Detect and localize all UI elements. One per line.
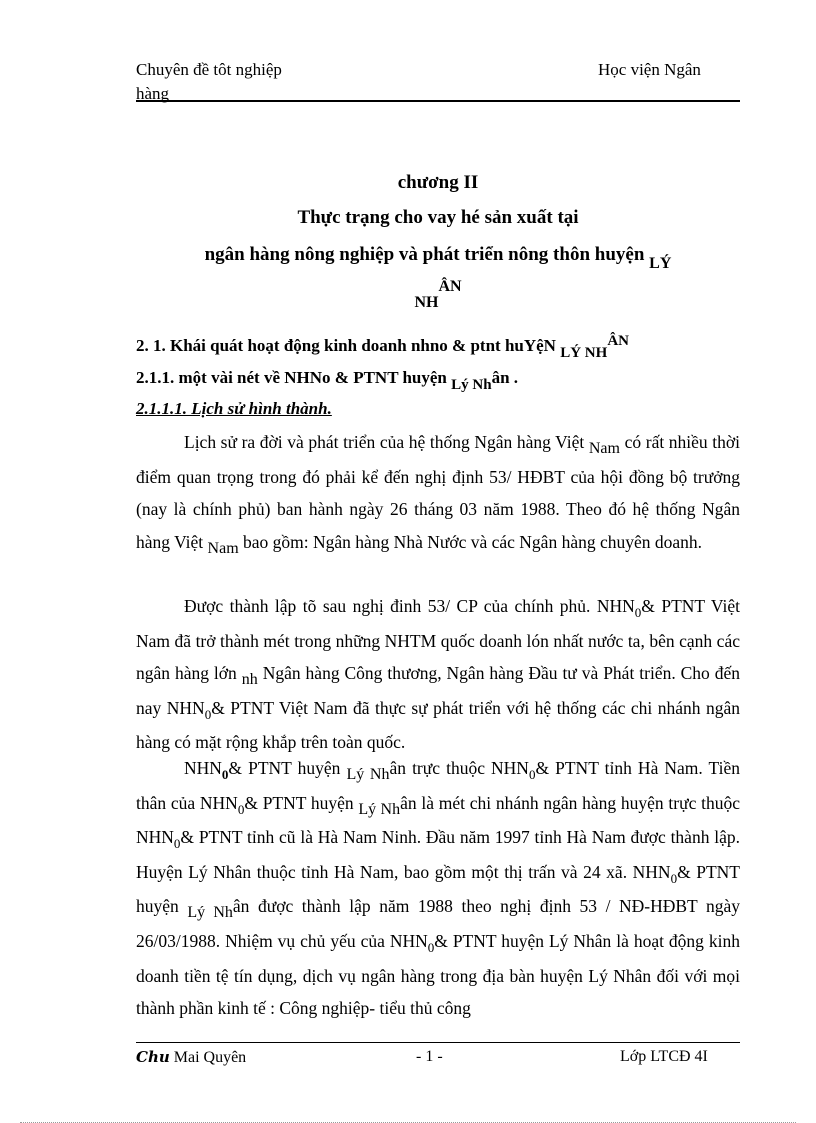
chapter-title-ly: LÝ [649, 255, 672, 272]
chapter-title-line1: Thực trạng cho vay hé sản xuất tại [297, 207, 579, 228]
p3-ly-nh-2: Lý Nh [358, 800, 401, 818]
chapter-number: chương II [397, 172, 479, 193]
header-left-line2: hàng [136, 84, 170, 103]
p3-text-e: & PTNT huyện [244, 792, 354, 813]
p1-nam-2: Nam [207, 539, 239, 557]
section-heading-2-1-ly: LÝ NH [560, 345, 608, 361]
section-heading-2-1-text: 2. 1. Khái quát hoạt động kinh doanh nhno & ptnt huYệN [136, 336, 556, 355]
page-number: - 1 - [416, 1048, 443, 1065]
p3-sub-0-a: 0 [221, 767, 229, 782]
p3-text-i: ân được thành lập năm 1988 theo nghị định 53 / NĐ-HĐBT ngày 26/03/1988. Nhiệm vụ chủ yếu của NHN [136, 896, 741, 951]
p3-sub-0-e: 0 [670, 870, 678, 886]
paragraph-3 [136, 752, 740, 1025]
section-heading-2-1-an: ÂN [607, 333, 629, 349]
header-rule [136, 100, 740, 102]
header-right: Học viện Ngân [598, 60, 701, 79]
p3-text-d: & PTNT tỉnh Hà Nam. Tiền thân của NHN [136, 758, 740, 813]
p2-text-c: Ngân hàng Công thương, Ngân hàng Đầu tư và Phát triển. Cho đến nay NHN [136, 663, 741, 718]
footer-class: Lớp LTCĐ 4I [620, 1048, 708, 1065]
p1-text-a: Lịch sử ra đời và phát triển của hệ thống Ngân hàng Việt [184, 432, 585, 452]
chapter-title-line2 [136, 244, 740, 272]
p3-text-c: ân trực thuộc NHN [389, 758, 529, 778]
p2-sub-0-a: 0 [634, 605, 642, 620]
section-heading-2-1-1-ly: Lý Nh [451, 377, 492, 393]
p1-text-c: bao gồm: Ngân hàng Nhà Nước và các Ngân hàng chuyên doanh. [243, 531, 703, 552]
paragraph-1 [136, 426, 740, 560]
p3-ly-nh-1: Lý Nh [346, 766, 390, 783]
section-heading-2-1 [136, 333, 629, 361]
p2-text-a: Được thành lập tõ sau nghị đinh 53/ CP của chính phủ. NHN [184, 596, 635, 616]
p3-text-h: & PTNT huyện [136, 861, 740, 917]
footer-rule [136, 1042, 740, 1043]
footer-author [136, 1046, 246, 1069]
p2-nh: nh [241, 671, 258, 689]
chapter-title-an: ÂN [438, 278, 462, 295]
header-left-line1: Chuyên đề tôt nghiệp [136, 60, 282, 79]
p2-text-b: & PTNT Việt Nam đã trở thành mét trong những NHTM quốc doanh lón nhất nước ta, bên cạnh các ngân hàng lớn [136, 596, 741, 684]
p3-sub-0-b: 0 [528, 767, 536, 782]
paragraph-2 [136, 590, 740, 759]
chapter-title-nh: NH [414, 294, 439, 311]
p3-text-f: ân là mét chi nhánh ngân hàng huyện trực thuộc NHN [136, 792, 740, 848]
section-heading-2-1-1-text: 2.1.1. một vài nét về NHNo & PTNT huyện [136, 368, 447, 387]
chapter-title-line2-text: ngân hàng nông nghiệp và phát triển nông thôn huyện [204, 244, 645, 265]
p1-nam-1: Nam [588, 440, 620, 457]
footer-author-name: Mai Quyên [173, 1049, 247, 1066]
p2-sub-0-b: 0 [204, 706, 212, 722]
p3-text-j: & PTNT huyện Lý Nhân là hoạt động kinh doanh tiền tệ tín dụng, dịch vụ ngân hàng trong địa bàn huyện Lý Nhân đối với mọi thành phần kinh tế : Công nghiệp- tiểu thủ công [136, 930, 740, 1019]
p3-text-b: & PTNT huyện [228, 758, 341, 778]
section-heading-2-1-1-1: 2.1.1.1. Lịch sử hình thành. [136, 399, 332, 418]
p3-sub-0-c: 0 [237, 801, 245, 817]
p3-sub-0-d: 0 [173, 836, 181, 852]
p1-text-b: có rất nhiều thời điểm quan trọng trong đó phải kể đến nghị định 53/ HĐBT của hội đồng bộ trưởng (nay là chính phủ) ban hành ngày 26 tháng 03 năm 1988. Theo đó hệ thống Ngân hàng Việt [136, 432, 741, 552]
section-heading-2-1-1-an: ân . [491, 368, 519, 387]
chapter-title-line3 [136, 278, 740, 311]
p3-sub-0-f: 0 [427, 939, 435, 955]
header-left [136, 58, 282, 106]
section-heading-2-1-1 [136, 368, 519, 393]
p3-text-a: NHN [184, 758, 222, 778]
footer-signature: Chu [136, 1048, 170, 1066]
p3-text-g: & PTNT tỉnh cũ là Hà Nam Ninh. Đầu năm 1997 tỉnh Hà Nam được thành lập. Huyện Lý Nhân thuộc tỉnh Hà Nam, bao gồm một thị trấn và 24 xã. NHN [136, 827, 740, 882]
p3-ly-nh-3: Lý Nh [187, 904, 233, 922]
p2-text-d: & PTNT Việt Nam đã thực sự phát triển với hệ thống các chi nhánh ngân hàng có mặt rộng khắp trên toàn quốc. [136, 697, 740, 753]
